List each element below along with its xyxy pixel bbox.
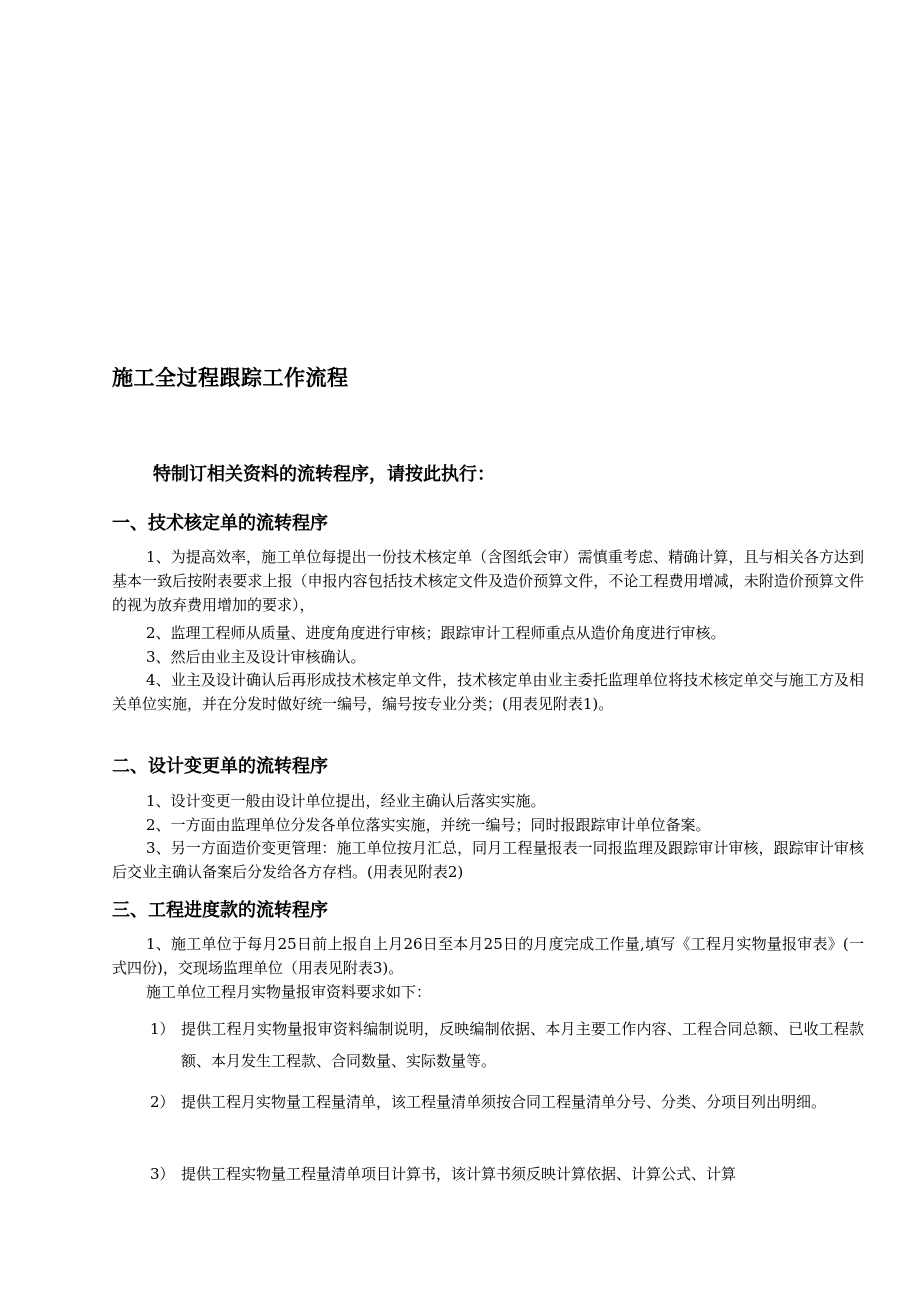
section-1-paragraph-2: 2、监理工程师从质量、进度角度进行审核；跟踪审计工程师重点从造价角度进行审核。 (146, 624, 726, 642)
list-item-text: 提供工程月实物量报审资料编制说明，反映编制依据、本月主要工作内容、工程合同总额、已收工程款额、本月发生工程款、合同数量、实际数量等。 (181, 1020, 864, 1070)
intro-line: 特制订相关资料的流转程序，请按此执行： (153, 464, 495, 485)
section-2-paragraph-3: 3、另一方面造价变更管理：施工单位按月汇总，同月工程量报表一同报监理及跟踪审计审核，跟踪审计审核后交业主确认备案后分发给各方存档。(用表见附表2) (112, 839, 864, 881)
list-item-number: 2） (150, 1093, 175, 1111)
list-item-text: 提供工程实物量工程量清单项目计算书，该计算书须反映计算依据、计算公式、计算 (181, 1165, 737, 1183)
document-title: 施工全过程跟踪工作流程 (112, 366, 349, 390)
section-3-paragraph-1: 1、施工单位于每月25日前上报自上月26日至本月25日的月度完成工作量,填写《工程月实物量报审表》(一式四份)，交现场监理单位（用表见附表3)。 (112, 935, 864, 977)
list-item (150, 1086, 864, 1118)
list-item-number: 3） (150, 1165, 175, 1183)
section-heading-2: 二、设计变更单的流转程序 (112, 756, 328, 777)
section-2-paragraph-2: 2、一方面由监理单位分发各单位落实实施，并统一编号；同时报跟踪审计单位备案。 (146, 816, 711, 834)
list-item-text: 提供工程月实物量工程量清单，该工程量清单须按合同工程量清单分号、分类、分项目列出明细。 (181, 1093, 827, 1111)
list-item (150, 1158, 864, 1190)
section-3-paragraph-2: 施工单位工程月实物量报审资料要求如下： (146, 983, 432, 1001)
section-heading-1: 一、技术核定单的流转程序 (112, 513, 328, 534)
section-heading-3: 三、工程进度款的流转程序 (112, 900, 328, 921)
list-item (150, 1013, 864, 1077)
section-1-paragraph-4: 4、业主及设计确认后再形成技术核定单文件，技术核定单由业主委托监理单位将技术核定单交与施工方及相关单位实施，并在分发时做好统一编号，编号按专业分类；(用表见附表1)。 (112, 671, 864, 713)
section-1-paragraph-1: 1、为提高效率，施工单位每提出一份技术核定单（含图纸会审）需慎重考虑、精确计算，且与相关各方达到基本一致后按附表要求上报（申报内容包括技术核定文件及造价预算文件，不论工程费用增减，未附造价预算文件的视为放弃费用增加的要求）， (112, 548, 864, 614)
list-item-number: 1） (150, 1020, 175, 1038)
section-1-paragraph-3: 3、然后由业主及设计审核确认。 (146, 648, 366, 666)
section-2-paragraph-1: 1、设计变更一般由设计单位提出，经业主确认后落实实施。 (146, 792, 546, 810)
